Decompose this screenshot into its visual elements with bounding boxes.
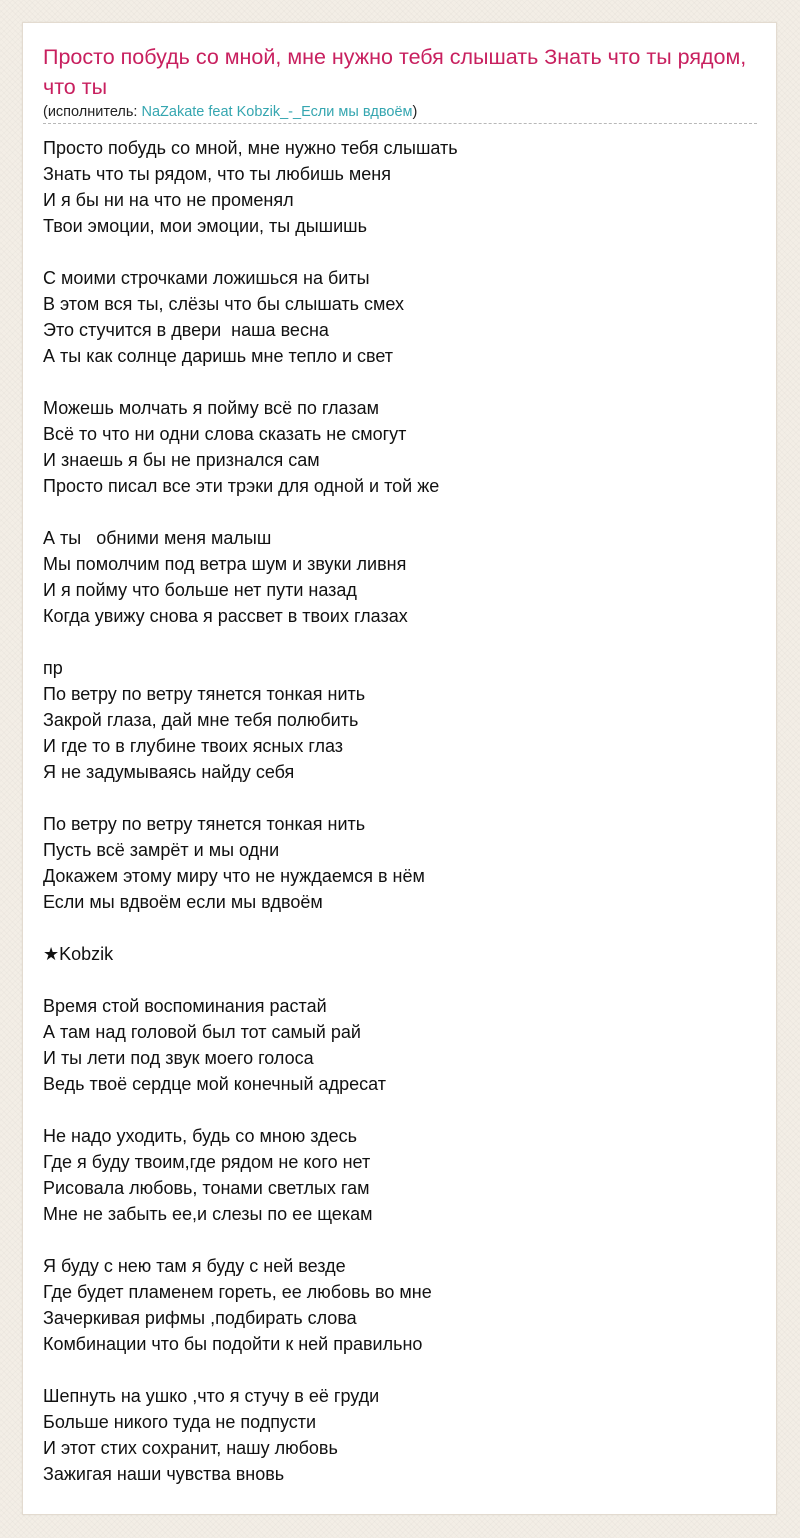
lyrics-stanza	[43, 1123, 758, 1227]
lyrics-stanza	[43, 395, 758, 499]
lyric-line: Где будет пламенем гореть, ее любовь во мне	[43, 1282, 432, 1302]
lyric-line: ★Kobzik	[43, 944, 114, 964]
lyric-line: В этом вся ты, слёзы что бы слышать смех	[43, 294, 405, 314]
lyrics-stanza	[43, 525, 758, 629]
song-title: Просто побудь со мной, мне нужно тебя слышать Знать что ты рядом, что ты	[43, 45, 747, 99]
lyric-line: По ветру по ветру тянется тонкая нить	[43, 684, 366, 704]
lyric-line: Зажигая наши чувства вновь	[43, 1464, 285, 1484]
lyric-line: Зачеркивая рифмы ,подбирать слова	[43, 1308, 357, 1328]
lyric-line: Где я буду твоим,где рядом не кого нет	[43, 1152, 371, 1172]
lyric-line: А там над головой был тот самый рай	[43, 1022, 361, 1042]
lyric-line: Докажем этому миру что не нуждаемся в нём	[43, 866, 425, 886]
lyric-line: Ведь твоё сердце мой конечный адресат	[43, 1074, 386, 1094]
lyric-line: И знаешь я бы не признался сам	[43, 450, 320, 470]
lyric-line: Я не задумываясь найду себя	[43, 762, 295, 782]
lyric-line: Мне не забыть ее,и слезы по ее щекам	[43, 1204, 373, 1224]
lyric-line: И где то в глубине твоих ясных глаз	[43, 736, 344, 756]
lyric-line: Больше никого туда не подпусти	[43, 1412, 317, 1432]
lyrics-stanza	[43, 1253, 758, 1357]
lyrics-stanza	[43, 1383, 758, 1487]
lyric-line: Пусть всё замрёт и мы одни	[43, 840, 280, 860]
lyrics-body	[43, 135, 758, 1513]
lyric-line: Не надо уходить, будь со мною здесь	[43, 1126, 358, 1146]
lyric-line: Закрой глаза, дай мне тебя полюбить	[43, 710, 359, 730]
lyrics-stanza	[43, 811, 758, 915]
lyric-line: Можешь молчать я пойму всё по глазам	[43, 398, 379, 418]
lyric-line: По ветру по ветру тянется тонкая нить	[43, 814, 366, 834]
artist-suffix: )	[412, 104, 418, 120]
artist-line	[43, 103, 417, 121]
lyric-line: Просто побудь со мной, мне нужно тебя слышать	[43, 138, 458, 158]
lyric-line: И я бы ни на что не променял	[43, 190, 294, 210]
lyric-line: Когда увижу снова я рассвет в твоих глазах	[43, 606, 408, 626]
lyric-line: пр	[43, 658, 63, 678]
lyrics-stanza	[43, 135, 758, 239]
lyrics-stanza	[43, 655, 758, 785]
lyric-line: Всё то что ни одни слова сказать не смогут	[43, 424, 407, 444]
lyric-line: С моими строчками ложишься на биты	[43, 268, 370, 288]
lyric-line: Твои эмоции, мои эмоции, ты дышишь	[43, 216, 367, 236]
lyric-line: Время стой воспоминания растай	[43, 996, 327, 1016]
lyric-line: Просто писал все эти трэки для одной и той же	[43, 476, 440, 496]
lyric-line: Мы помолчим под ветра шум и звуки ливня	[43, 554, 407, 574]
lyric-line: Это стучится в двери наша весна	[43, 320, 329, 340]
lyric-line: А ты обними меня малыш	[43, 528, 272, 548]
lyrics-card	[22, 22, 777, 1515]
lyric-line: И ты лети под звук моего голоса	[43, 1048, 314, 1068]
lyrics-stanza	[43, 265, 758, 369]
lyric-line: А ты как солнце даришь мне тепло и свет	[43, 346, 394, 366]
lyric-line: Я буду с нею там я буду с ней везде	[43, 1256, 346, 1276]
lyric-line: И я пойму что больше нет пути назад	[43, 580, 357, 600]
artist-prefix: (исполнитель:	[43, 104, 142, 120]
title-divider	[43, 123, 757, 124]
lyric-line: Шепнуть на ушко ,что я стучу в её груди	[43, 1386, 380, 1406]
lyric-line: Комбинации что бы подойти к ней правильно	[43, 1334, 423, 1354]
lyric-line: Знать что ты рядом, что ты любишь меня	[43, 164, 391, 184]
lyric-line: И этот стих сохранит, нашу любовь	[43, 1438, 338, 1458]
lyrics-stanza	[43, 941, 758, 967]
lyric-line: Если мы вдвоём если мы вдвоём	[43, 892, 323, 912]
lyric-line: Рисовала любовь, тонами светлых гам	[43, 1178, 370, 1198]
lyrics-stanza	[43, 993, 758, 1097]
artist-link[interactable]: NaZakate feat Kobzik_-_Если мы вдвоём	[141, 104, 413, 120]
